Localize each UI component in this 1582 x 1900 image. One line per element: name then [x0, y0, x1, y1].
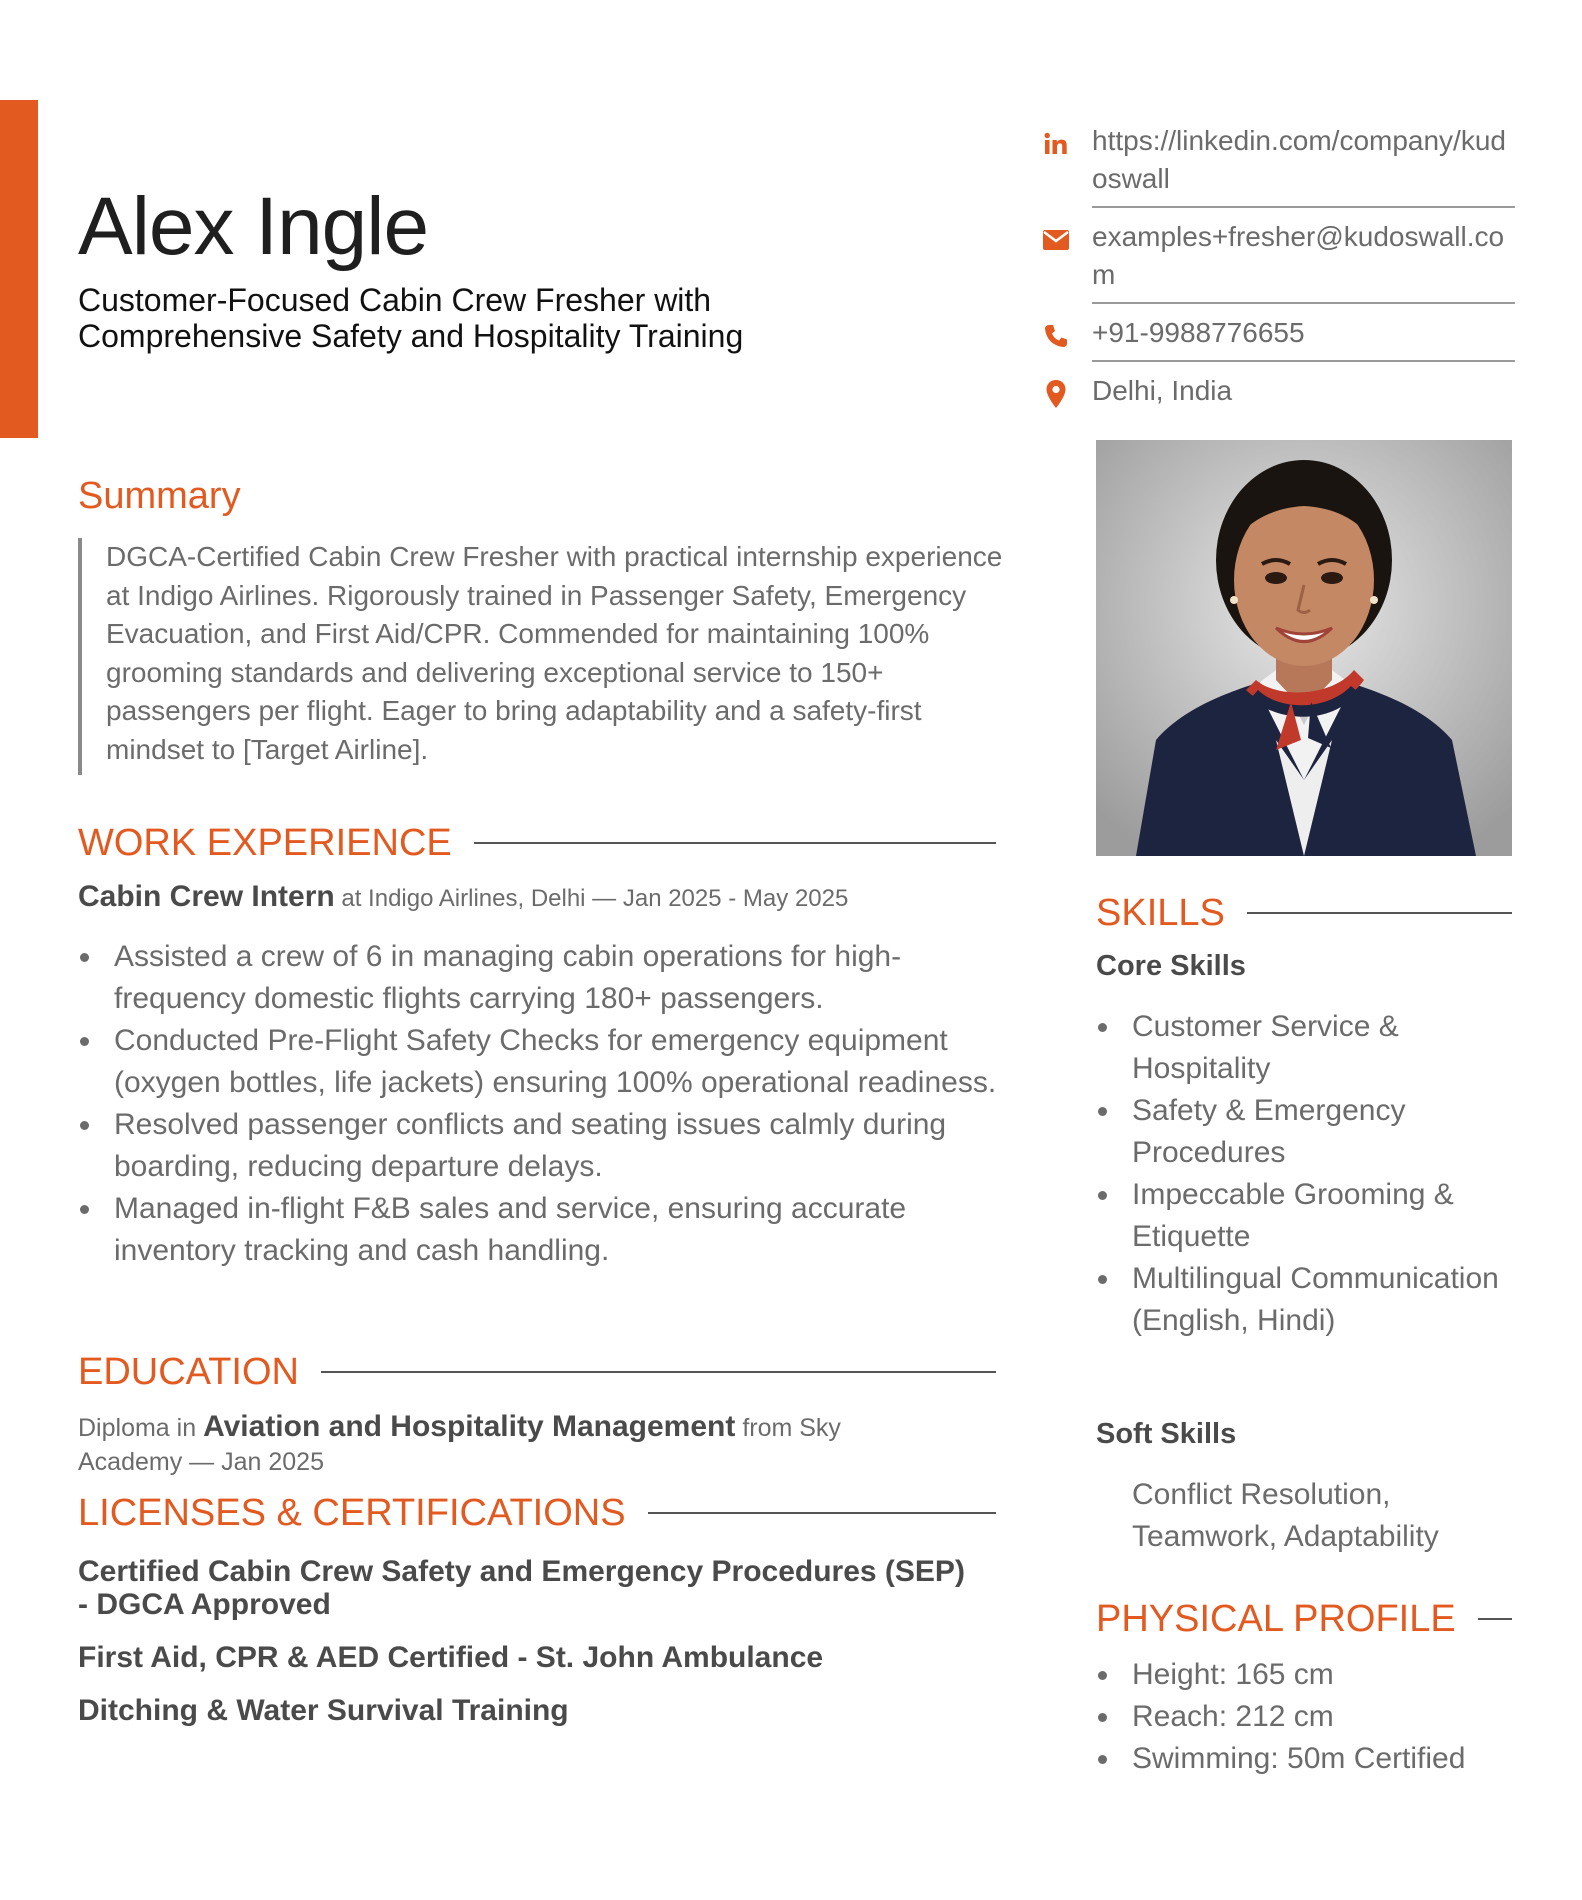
work-bullet: Managed in-flight F&B sales and service, ensuring accurate inventory tracking and cash handling. — [78, 1188, 998, 1272]
job-details: at Indigo Airlines, Delhi — Jan 2025 - May 2025 — [341, 885, 849, 912]
contact-phone — [1040, 314, 1515, 362]
accent-bar — [0, 100, 38, 438]
candidate-name: Alex Ingle — [78, 181, 429, 272]
phone-number[interactable]: +91-9988776655 — [1092, 314, 1515, 362]
job-role: Cabin Crew Intern — [78, 880, 335, 913]
work-bullet: Resolved passenger conflicts and seating issues calmly during boarding, reducing departure delays. — [78, 1104, 998, 1188]
certification-item: First Aid, CPR & AED Certified - St. John Ambulance — [78, 1641, 824, 1674]
email-link[interactable]: examples+fresher@kudoswall.com — [1092, 218, 1515, 304]
contact-email — [1040, 218, 1515, 304]
skill-item: Impeccable Grooming & Etiquette — [1096, 1174, 1516, 1258]
contact-location — [1040, 372, 1515, 418]
work-bullet: Conducted Pre-Flight Safety Checks for emergency equipment (oxygen bottles, life jackets) ensuring 100% operational readiness. — [78, 1020, 998, 1104]
core-skills-heading: Core Skills — [1096, 950, 1246, 982]
section-divider — [648, 1512, 996, 1514]
physical-item: Swimming: 50m Certified — [1096, 1738, 1516, 1780]
section-divider — [474, 842, 996, 844]
summary-heading: Summary — [78, 475, 241, 517]
soft-skills-heading: Soft Skills — [1096, 1418, 1237, 1450]
education-degree: Aviation and Hospitality Management — [203, 1410, 736, 1443]
certification-item: Certified Cabin Crew Safety and Emergency Procedures (SEP) - DGCA Approved — [78, 1555, 965, 1621]
profile-photo — [1096, 440, 1512, 856]
skill-item: Customer Service & Hospitality — [1096, 1006, 1516, 1090]
certifications-heading: LICENSES & CERTIFICATIONS — [78, 1494, 996, 1532]
certification-item: Ditching & Water Survival Training — [78, 1694, 569, 1727]
work-bullets — [78, 936, 998, 1272]
education-heading: EDUCATION — [78, 1353, 996, 1391]
linkedin-link[interactable]: https://linkedin.com/company/kudoswall — [1092, 122, 1515, 208]
skill-item: Safety & Emergency Procedures — [1096, 1090, 1516, 1174]
skills-heading: SKILLS — [1096, 894, 1512, 932]
location-pin-icon — [1040, 378, 1072, 410]
contact-list — [1040, 122, 1515, 428]
summary-text: DGCA-Certified Cabin Crew Fresher with practical internship experience at Indigo Airlines. Rigorously trained in Passenger Safety, Emergency Evacuation, and First Aid/CPR. Commended for maintaining 100% grooming standards and delivering exceptional service to 150+ passengers per flight. Eager to bring adaptability and a safety-first mindset to [Target Airline]. — [78, 538, 1016, 775]
physical-profile-list — [1096, 1654, 1516, 1780]
physical-item: Reach: 212 cm — [1096, 1696, 1516, 1738]
phone-icon — [1040, 320, 1072, 352]
skill-item: Multilingual Communication (English, Hindi) — [1096, 1258, 1516, 1342]
linkedin-icon — [1040, 128, 1072, 160]
section-divider — [1478, 1618, 1512, 1620]
work-bullet: Assisted a crew of 6 in managing cabin operations for high-frequency domestic flights carrying 180+ passengers. — [78, 936, 998, 1020]
work-experience-heading: WORK EXPERIENCE — [78, 824, 996, 862]
physical-profile-heading: PHYSICAL PROFILE — [1096, 1600, 1512, 1638]
physical-item: Height: 165 cm — [1096, 1654, 1516, 1696]
education-institution: from Sky Academy — Jan 2025 — [78, 1414, 841, 1476]
soft-skills-text: Conflict Resolution, Teamwork, Adaptability — [1132, 1478, 1439, 1553]
education-entry — [78, 1410, 938, 1479]
location-text: Delhi, India — [1092, 375, 1233, 406]
contact-linkedin — [1040, 122, 1515, 208]
section-divider — [1247, 912, 1512, 914]
section-divider — [321, 1371, 996, 1373]
email-icon — [1040, 224, 1072, 256]
job-title-line — [78, 880, 848, 914]
core-skills-list — [1096, 1006, 1516, 1342]
candidate-headline: Customer-Focused Cabin Crew Fresher with Comprehensive Safety and Hospitality Training — [78, 282, 744, 354]
education-prefix: Diploma in — [78, 1414, 197, 1442]
certifications-list — [78, 1555, 978, 1747]
